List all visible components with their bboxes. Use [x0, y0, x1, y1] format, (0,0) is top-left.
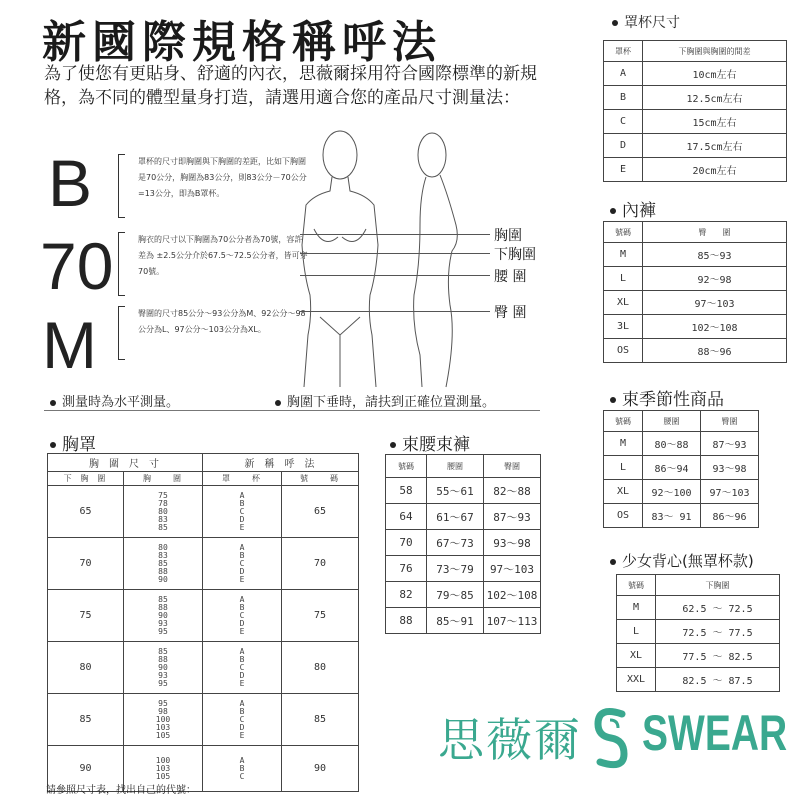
cell-size: 70 — [282, 538, 359, 590]
cell: XXL — [617, 668, 656, 692]
cell: B — [604, 86, 643, 110]
cell: 62.5 ～ 72.5 — [656, 596, 780, 620]
cell: 97～103 — [643, 291, 787, 315]
cell-size: 65 — [282, 486, 359, 538]
cup-size-title: 罩杯尺寸 — [612, 12, 680, 32]
cup-size-table — [603, 40, 787, 182]
waist-line — [300, 275, 490, 276]
cell-underbust: 90 — [48, 746, 124, 792]
cell: 85～93 — [643, 243, 787, 267]
col-header: 下 胸 圍 — [48, 472, 124, 486]
cell-underbust: 85 — [48, 694, 124, 746]
cell: 79～85 — [427, 582, 484, 608]
girdle-title: 束腰束褲 — [390, 430, 470, 455]
cell: 87～93 — [701, 432, 759, 456]
cell: 97～103 — [701, 480, 759, 504]
panty-table — [603, 221, 787, 363]
hip-line — [300, 311, 490, 312]
cell: XL — [604, 291, 643, 315]
cell: 76 — [386, 556, 427, 582]
cell: 77.5 ～ 82.5 — [656, 644, 780, 668]
size-code-m-text: 臀圍的尺寸85公分～93公分為M、92公分～98公分為L、97公分～103公分為XL。 — [138, 309, 306, 334]
cell-bust: 85 88 90 93 95 — [124, 590, 203, 642]
col-header: 號碼 — [604, 222, 643, 243]
cell: M — [604, 432, 643, 456]
cell: 72.5 ～ 77.5 — [656, 620, 780, 644]
shaping-table — [603, 410, 759, 528]
intro-text: 為了使您有更貼身、舒適的內衣，思薇爾採用符合國際標準的新規格，為不同的體型量身打造，請選用適合您的產品尺寸測量法： — [44, 64, 537, 108]
cell-size: 85 — [282, 694, 359, 746]
cell: L — [617, 620, 656, 644]
table-row — [48, 590, 359, 642]
col-header: 號 碼 — [282, 472, 359, 486]
col-header: 胸 圍 — [124, 472, 203, 486]
cell-underbust: 80 — [48, 642, 124, 694]
size-code-b: B — [48, 146, 93, 220]
bullet-dot-icon — [610, 559, 616, 565]
cell: 102～108 — [484, 582, 541, 608]
col-header: 罩杯 — [604, 41, 643, 62]
bust-line — [300, 234, 490, 235]
cell-bust: 100 103 105 — [124, 746, 203, 792]
cell: 55～61 — [427, 478, 484, 504]
col-header: 腰圍 — [427, 455, 484, 478]
cell-bust: 75 78 80 83 85 — [124, 486, 203, 538]
cell: 83～ 91 — [643, 504, 701, 528]
cell: 107～113 — [484, 608, 541, 634]
brand-logo-chinese: 思薇爾 — [438, 713, 582, 767]
cell-size: 90 — [282, 746, 359, 792]
cell: 67～73 — [427, 530, 484, 556]
cell-cups: A B C D E — [203, 642, 282, 694]
cell: 70 — [386, 530, 427, 556]
size-code-m: M — [42, 308, 97, 382]
cell: M — [604, 243, 643, 267]
page-title: 新國際規格稱呼法 — [42, 17, 442, 68]
brand-logo-english: SWEAR — [642, 705, 788, 761]
cell-underbust: 65 — [48, 486, 124, 538]
girl-vest-table — [616, 574, 780, 692]
size-code-70: 70 — [40, 229, 114, 303]
label-underbust: 下胸圍 — [494, 247, 536, 263]
cell: 92～100 — [643, 480, 701, 504]
cell: 10cm左右 — [643, 62, 787, 86]
cell: 12.5cm左右 — [643, 86, 787, 110]
cell: 97～103 — [484, 556, 541, 582]
note-horizontal: 測量時為水平測量。 — [50, 391, 179, 410]
col-header: 號碼 — [604, 411, 643, 432]
cell: 88 — [386, 608, 427, 634]
cell: D — [604, 134, 643, 158]
col-header: 罩 杯 — [203, 472, 282, 486]
cell: 73～79 — [427, 556, 484, 582]
bullet-dot-icon — [275, 400, 281, 406]
group-header: 新 稱 呼 法 — [203, 454, 359, 472]
col-header: 臀圍 — [484, 455, 541, 478]
table-row — [48, 642, 359, 694]
cell: 20cm左右 — [643, 158, 787, 182]
bra-title: 胸罩 — [50, 430, 96, 455]
cell-cups: A B C D E — [203, 694, 282, 746]
cell: M — [617, 596, 656, 620]
cell-cups: A B C D E — [203, 538, 282, 590]
bracket-m — [118, 306, 125, 360]
cell: 87～93 — [484, 504, 541, 530]
cell: 64 — [386, 504, 427, 530]
footnote: 請參照尺寸表，找出自己的代號： — [46, 785, 196, 796]
cell: 3L — [604, 315, 643, 339]
cell-underbust: 75 — [48, 590, 124, 642]
girdle-table — [385, 454, 541, 634]
bullet-dot-icon — [50, 442, 56, 448]
body-silhouette-illustration — [280, 125, 480, 395]
size-code-70-text: 胸衣的尺寸以下胸圍為70公分者為70號，容許差為 ±2.5公分介於67.5～72.5公分者，皆可穿70號。 — [138, 235, 308, 276]
bullet-dot-icon — [390, 442, 396, 448]
cell: 61～67 — [427, 504, 484, 530]
label-hip: 臀 圍 — [494, 305, 527, 321]
cell: E — [604, 158, 643, 182]
cell: OS — [604, 504, 643, 528]
cell: L — [604, 267, 643, 291]
col-header: 腰圍 — [643, 411, 701, 432]
underbust-line — [300, 253, 490, 254]
cell: A — [604, 62, 643, 86]
cell-bust: 85 88 90 93 95 — [124, 642, 203, 694]
cell: L — [604, 456, 643, 480]
shaping-title: 束季節性商品 — [610, 385, 724, 410]
cell: 58 — [386, 478, 427, 504]
col-header: 號碼 — [617, 575, 656, 596]
cell: 86～94 — [643, 456, 701, 480]
cell: 82 — [386, 582, 427, 608]
bullet-dot-icon — [610, 397, 616, 403]
cell: 102～108 — [643, 315, 787, 339]
table-row — [48, 486, 359, 538]
bullet-dot-icon — [610, 208, 616, 214]
label-bust: 胸圍 — [494, 228, 522, 244]
col-header: 下胸圍 — [656, 575, 780, 596]
table-row — [48, 694, 359, 746]
cell: 80～88 — [643, 432, 701, 456]
cell: 85～91 — [427, 608, 484, 634]
col-header: 臀 圍 — [643, 222, 787, 243]
cell-underbust: 70 — [48, 538, 124, 590]
cell: XL — [617, 644, 656, 668]
cell: 82～88 — [484, 478, 541, 504]
cell: 82.5 ～ 87.5 — [656, 668, 780, 692]
bullet-dot-icon — [50, 400, 56, 406]
cell: 88～96 — [643, 339, 787, 363]
cell: XL — [604, 480, 643, 504]
bracket-70 — [118, 232, 125, 296]
cell: 93～98 — [484, 530, 541, 556]
cell-cups: A B C — [203, 746, 282, 792]
cell: 86～96 — [701, 504, 759, 528]
bullet-dot-icon — [612, 20, 618, 26]
table-row — [48, 538, 359, 590]
cell-size: 80 — [282, 642, 359, 694]
bra-table — [47, 453, 359, 792]
group-header: 胸 圍 尺 寸 — [48, 454, 203, 472]
cell: 17.5cm左右 — [643, 134, 787, 158]
girl-vest-title: 少女背心(無罩杯款) — [610, 550, 754, 571]
cell: C — [604, 110, 643, 134]
cell-bust: 95 98 100 103 105 — [124, 694, 203, 746]
cell-size: 75 — [282, 590, 359, 642]
size-code-b-text: 罩杯的尺寸即胸圍與下胸圍的差距，比如下胸圍是70公分，胸圍為83公分，則83公分－70公分=13公分，即為B罩杯。 — [138, 157, 307, 198]
cell: 92～98 — [643, 267, 787, 291]
brand-emblem-icon — [588, 704, 634, 772]
cell-cups: A B C D E — [203, 486, 282, 538]
cell: OS — [604, 339, 643, 363]
cell-cups: A B C D E — [203, 590, 282, 642]
notes-divider — [44, 410, 540, 411]
cell: 93～98 — [701, 456, 759, 480]
cell: 15cm左右 — [643, 110, 787, 134]
col-header: 臀圍 — [701, 411, 759, 432]
cell-bust: 80 83 85 88 90 — [124, 538, 203, 590]
note-sagging: 胸圍下垂時，請扶到正確位置測量。 — [275, 391, 495, 410]
bracket-b — [118, 154, 125, 218]
panty-title: 內褲 — [610, 196, 656, 221]
col-header: 號碼 — [386, 455, 427, 478]
col-header: 下胸圍與胸圍的間差 — [643, 41, 787, 62]
label-waist: 腰 圍 — [494, 269, 527, 285]
